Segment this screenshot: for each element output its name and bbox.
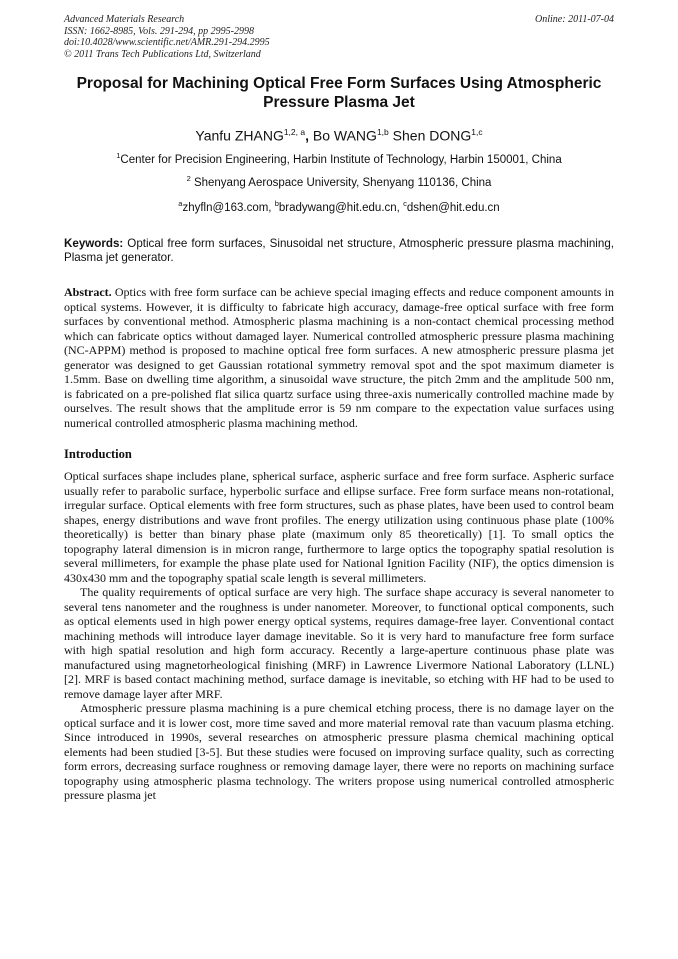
copyright-line: © 2011 Trans Tech Publications Ltd, Switzerland — [64, 48, 261, 60]
email-list: $^a$zhyfln@163.com, $^b$bradywang@hit.edu.cn, $^c$dshen@hit.edu.cn — [178, 199, 500, 215]
author-name: Shen DONG — [392, 127, 472, 144]
email-address: zhyfln@163.com — [182, 202, 269, 215]
author-name: Yanfu ZHANG — [195, 127, 284, 144]
body-paragraph: The quality requirements of optical surface are very high. The surface shape accuracy is several nanometer to several tens nanometer and the roughness is under nanometer. Moreover, to functional optical components, such as optical elements used in high power energy optical systems, requires damage-free layer. Conventional contact machining methods will introduce layer damage inevitable. So it is very hard to manufacture free form surface with high spatial resolution and high form accuracy. Recently a large-aperture continuous phase plate was manufactured using magnetorheological finishing (MRF) in Lawrence Livermore National Laboratory (LLNL) [2]. MRF is based contact machining method, surface damage is inevitable, so etching with HF had to be used to remove damage layer after MRF. — [64, 585, 614, 701]
author-superscript: 1,c — [471, 127, 483, 137]
journal-name: Advanced Materials Research — [64, 14, 185, 25]
email-address: dshen@hit.edu.cn — [406, 202, 500, 215]
online-date: Online: 2011-07-04 — [535, 14, 614, 25]
author-name: Bo WANG — [312, 127, 377, 144]
email-superscript: a — [178, 199, 183, 209]
affiliation-text: Center for Precision Engineering, Harbin Institute of Technology, Harbin 150001, China — [120, 153, 562, 166]
author-superscript: 1,2, a — [283, 127, 306, 137]
email-address: bradywang@hit.edu.cn — [278, 202, 397, 215]
affiliation-text: Shenyang Aerospace University, Shenyang 110136, China — [193, 177, 492, 190]
keywords-block — [64, 237, 614, 265]
abstract-label: Abstract. — [64, 285, 112, 300]
affiliation-1 — [64, 149, 614, 167]
publication-info — [64, 14, 614, 60]
author-list: Yanfu ZHANG$^{1,2, a}$, Bo WANG$^{1,b}$ Shen DONG$^{1,c}$ — [195, 127, 483, 144]
email-superscript: b — [274, 199, 279, 209]
issn-line: ISSN: 1662-8985, Vols. 291-294, pp 2995-2998 — [64, 25, 254, 37]
paper-page — [64, 14, 614, 803]
body-paragraph: Atmospheric pressure plasma machining is a pure chemical etching process, there is no damage layer on the optical surface and it is lower cost, more time saved and more material removal rate than vacuum plasma etching. Since introduced in 1990s, several researches on atmospheric pressure plasma chemical machining optical elements had been studied [3-5]. But these studies were focused on improving surface quality, such as correcting form errors, decreasing surface roughness or removing damage layer, there were no reports on machining surface topography using atmospheric plasma technology. The writers propose using numerical controlled atmospheric pressure plasma jet — [64, 701, 614, 803]
author-superscript: 1,b — [376, 127, 389, 137]
abstract-block — [64, 285, 614, 430]
email-superscript: c — [403, 199, 407, 209]
affiliation-superscript: 1 — [116, 150, 121, 160]
abstract-text: Optics with free form surface can be achieve special imaging effects and reduce component amounts in optical systems. However, it is difficulty to fabricate high accuracy, damage-free optical surface with free form surfaces by conventional method. Atmospheric plasma machining is a non-contact chemical processing method which can fabricate optics without damaged layer. Numerical controlled atmospheric pressure plasma machining (NC-APPM) method is proposed to machine optical free form surfaces. A new atmospheric pressure plasma jet generator was designed to get Gaussian rotational symmetry removal spot and the spot maximum diameter is 1.5mm. Base on dwelling time algorithm, a sinusoidal wave structure, the pitch 2mm and the amplitude 500 nm, is fabricated on a pre-polished flat silica quartz surface using three-axis numerically controlled machine made by ourselves. The result shows that the amplitude error is 59 nm compare to the expectation value surfaces using numerical controlled atmospheric plasma machining method. — [64, 285, 614, 430]
affiliation-2 — [64, 172, 614, 190]
doi-line: doi:10.4028/www.scientific.net/AMR.291-294.2995 — [64, 37, 270, 48]
body-paragraph: Optical surfaces shape includes plane, spherical surface, aspheric surface and free form surface. Aspheric surface usually refer to parabolic surface, hyperbolic surface and ellipse surface. Free form surface means non-rotational, irregular surface. Optical elements with free form structures, such as phase plates, have been used to control beam shapes, energy distributions and wave front profiles. The energy utilization using continuous phase plate (100% theoretically) is better than binary phase plate (maximum only 85 theoretically) [1]. To small optics the topography lateral dimension is in micron range, furthermore to large optics the topography spatial resolution is several millimeters, for example the phase plate used for National Ignition Facility (NIF), the optics dimension is 430x430 mm and the topography spatial scale length is several millimeters. — [64, 469, 614, 585]
affiliation-superscript: 2 — [186, 174, 191, 184]
keywords-label: Keywords: — [64, 237, 124, 251]
keywords-text: Optical free form surfaces, Sinusoidal net structure, Atmospheric pressure plasma machining, Plasma jet generator. — [64, 237, 614, 265]
section-heading-introduction: Introduction — [64, 447, 132, 462]
paper-title: Proposal for Machining Optical Free Form Surfaces Using Atmospheric Pressure Plasma Jet — [76, 75, 602, 111]
journal-header — [64, 14, 614, 60]
